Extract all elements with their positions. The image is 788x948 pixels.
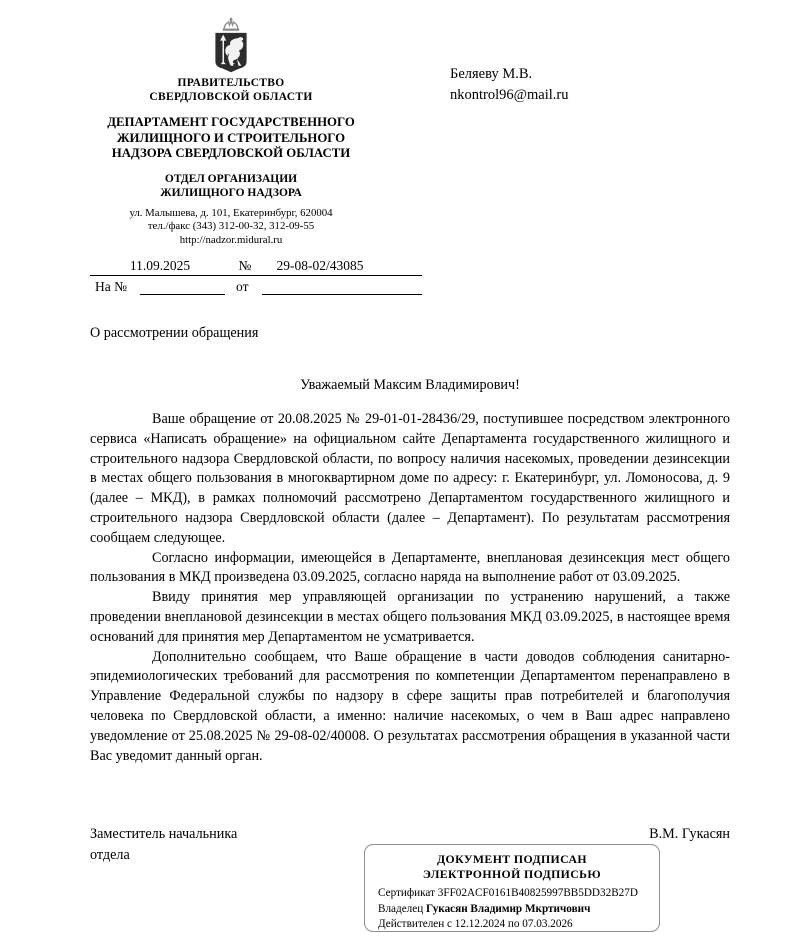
- letter-body: [90, 410, 730, 766]
- stamp-owner-row: [378, 902, 646, 918]
- outgoing-reference-row: [90, 258, 422, 276]
- signature-stamp: [364, 844, 660, 932]
- outgoing-date: 11.09.2025: [129, 258, 191, 273]
- salutation: Уважаемый Максим Владимирович!: [300, 377, 520, 393]
- stamp-owner-label: Владелец: [378, 902, 424, 915]
- signer-position-line1: Заместитель начальника: [90, 826, 238, 842]
- stamp-owner-value: Гукасян Владимир Мкртичович: [426, 902, 591, 915]
- subject-line: О рассмотрении обращения: [90, 325, 259, 341]
- body-paragraph: Ваше обращение от 20.08.2025 № 29-01-01-28436/29, поступившее посредством электронного сервиса «Написать обращение» на официальном сайте Департамента государственного жилищного и строительного надзора Свердловской области, по вопросу наличия насекомых, проведении дезинсекции в местах общего пользования в многоквартирном доме по адресу: г. Екатеринбург, ул. Ломоносова, д. 9 (далее – МКД), в рамках полномочий рассмотрено Департаментом государственного жилищного и строительного надзора Свердловской области (далее – Департамент). По результатам рассмотрения сообщаем следующее.: [90, 411, 730, 546]
- letterhead: [90, 16, 372, 247]
- outgoing-number: 29-08-02/43085: [276, 258, 364, 273]
- stamp-certificate-value: 3FF02ACF0161B40825997BB5DD32B27D: [437, 887, 638, 899]
- org-government-line2: СВЕРДЛОВСКОЙ ОБЛАСТИ: [149, 91, 313, 103]
- from-label: от: [236, 279, 249, 294]
- org-department-line3: НАДЗОРА СВЕРДЛОВСКОЙ ОБЛАСТИ: [111, 146, 351, 160]
- org-address: ул. Малышева, д. 101, Екатеринбург, 620004: [129, 206, 333, 219]
- body-paragraph: Ввиду принятия мер управляющей организации по устранению нарушений, а также проведении внеплановой дезинсекции в местах общего пользования МКД 03.09.2025, в настоящее время оснований для принятия мер Департаментом не усматривается.: [90, 589, 730, 645]
- org-unit-line1: ОТДЕЛ ОРГАНИЗАЦИИ: [164, 172, 298, 185]
- in-reply-label: На №: [95, 279, 127, 294]
- in-reply-blank-field: [140, 278, 225, 295]
- number-sign: №: [238, 258, 252, 273]
- recipient-block: [450, 64, 568, 106]
- stamp-certificate-row: [378, 886, 646, 902]
- coat-of-arms-icon: [205, 16, 257, 74]
- org-phone: тел./факс (343) 312-00-32, 312-09-55: [147, 220, 315, 232]
- signer-name: В.М. Гукасян: [649, 826, 730, 842]
- signer-position: [90, 824, 237, 866]
- org-unit-line2: ЖИЛИЩНОГО НАДЗОРА: [160, 186, 302, 199]
- org-website: http://nadzor.midural.ru: [179, 233, 283, 246]
- stamp-title-line2: ЭЛЕКТРОННОЙ ПОДПИСЬЮ: [422, 866, 602, 881]
- from-blank-field: [262, 278, 422, 295]
- signer-position-line2: отдела: [90, 847, 130, 863]
- reference-block: [90, 258, 422, 295]
- stamp-title-line1: ДОКУМЕНТ ПОДПИСАН: [437, 852, 587, 866]
- body-paragraph: Дополнительно сообщаем, что Ваше обращение в части доводов соблюдения санитарно-эпидемиологических требований для рассмотрения по компетенции Департаментом перенаправлено в Управление Федеральной службы по надзору в сфере защиты прав потребителей и благополучия человека по Свердловской области, а именно: наличие насекомых, о чем в Ваш адрес направлено уведомление от 25.08.2025 № 29-08-02/40008. О результатах рассмотрения обращения в указанной части Вас уведомит данный орган.: [90, 648, 730, 764]
- body-paragraph: Согласно информации, имеющейся в Департаменте, внеплановая дезинсекция мест общего пользования в МКД произведена 03.09.2025, согласно наряда на выполнение работ от 03.09.2025.: [90, 549, 730, 586]
- org-department-line2: ЖИЛИЩНОГО И СТРОИТЕЛЬНОГО: [116, 130, 346, 145]
- stamp-certificate-label: Сертификат: [378, 887, 435, 899]
- recipient-name: Беляеву М.В.: [450, 66, 533, 82]
- org-department-line1: ДЕПАРТАМЕНТ ГОСУДАРСТВЕННОГО: [107, 115, 355, 129]
- incoming-reference-row: [90, 276, 422, 295]
- recipient-email: nkontrol96@mail.ru: [450, 87, 569, 103]
- org-government-line1: ПРАВИТЕЛЬСТВО: [177, 77, 285, 89]
- stamp-validity-row: Действителен с 12.12.2024 по 07.03.2026: [378, 918, 573, 930]
